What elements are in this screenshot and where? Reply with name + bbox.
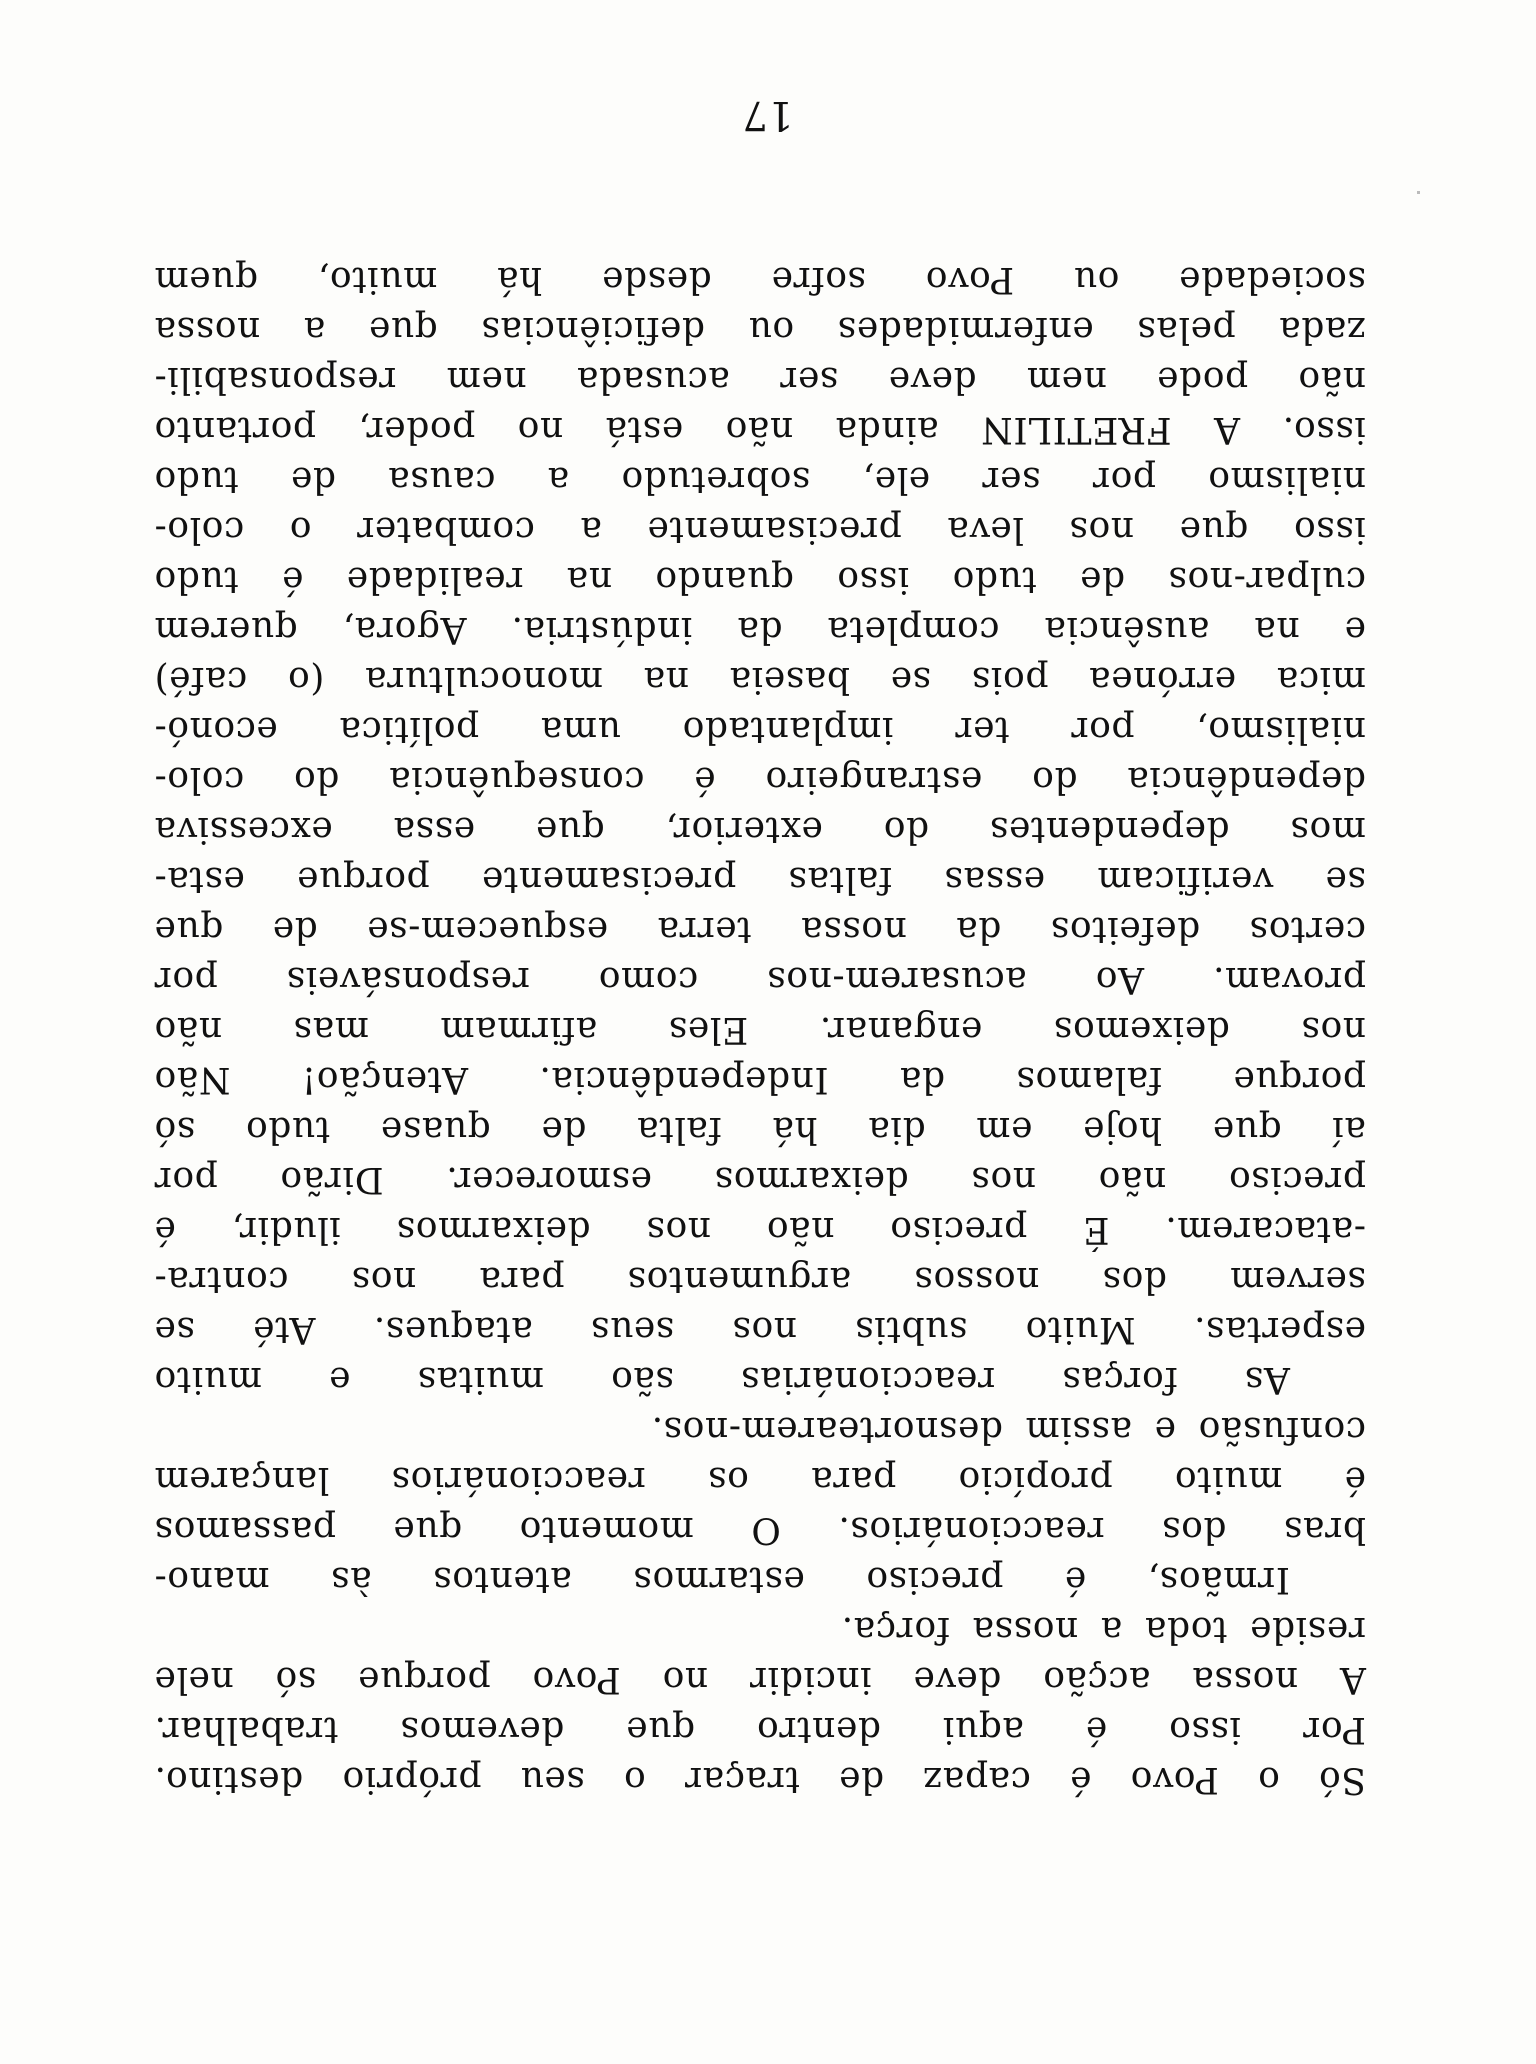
text-line: mos dependentes do exterior, que essa excessiva	[154, 809, 1366, 850]
text-line: e na ausência completa da indústria. Agora, querem	[154, 609, 1366, 650]
text-line: nos deixemos enganar. Eles afirmam mas não	[154, 1009, 1366, 1050]
text-line: nialismo por ser ele, sobretudo a causa de tudo	[154, 459, 1366, 500]
text-line: sociedade ou Povo sofre desde há muito, quem	[154, 259, 1366, 300]
text-line: zada pelas enfermidades ou deficiências que a nossa	[154, 309, 1366, 350]
body-text	[154, 254, 1366, 1804]
text-line: isso. A FRETILIN ainda não está no poder, portanto	[154, 409, 1366, 450]
page-number: 17	[742, 92, 794, 138]
text-line: se verificam essas faltas precisamente porque esta-	[154, 859, 1366, 900]
text-line: confusão e assim desnortearem-nos.	[651, 1409, 1366, 1450]
text-line: culpar-nos de tudo isso quando na realidade é tudo	[154, 559, 1366, 600]
scan-speck	[1417, 191, 1420, 194]
text-line: preciso não nos deixarmos esmorecer. Dirão por	[154, 1159, 1366, 1200]
text-line: é muito propício para os reaccionários lançarem	[154, 1459, 1366, 1500]
text-line: servem dos nossos argumentos para nos contra-	[154, 1259, 1366, 1300]
text-line: mica errónea pois se baseia na monocultura (o café)	[154, 659, 1366, 700]
text-line: As forças reaccionárias são muitas e muito	[154, 1359, 1290, 1400]
text-line: dependência do estrangeiro é consequência do colo-	[154, 759, 1366, 800]
text-line: espertas. Muito subtis nos seus ataques. Até se	[154, 1309, 1366, 1350]
text-line: Por isso é aqui dentro que devemos trabalhar.	[154, 1709, 1366, 1750]
text-line: não pode nem deve ser acusada nem responsabili-	[154, 359, 1366, 400]
text-line: Só o Povo é capaz de traçar o seu próprio destino.	[154, 1759, 1366, 1800]
text-line: A nossa acção deve incidir no Povo porque só nele	[154, 1659, 1366, 1700]
text-line: porque falamos da Independência. Atenção! Não	[154, 1059, 1366, 1100]
text-line: bras dos reaccionários. O momento que passamos	[154, 1509, 1366, 1550]
text-line: reside toda a nossa força.	[841, 1609, 1366, 1650]
text-line: isso que nos leva precisamente a combater o colo-	[154, 509, 1366, 550]
text-line: provam. Ao acusarem-nos como responsáveis por	[154, 959, 1366, 1000]
text-line: aí que hoje em dia há falta de quase tudo só	[154, 1109, 1366, 1150]
text-line: nialismo, por ter implantado uma política econó-	[154, 709, 1366, 750]
text-line: certos defeitos da nossa terra esquecem-se de que	[154, 909, 1366, 950]
text-line: Irmãos, é preciso estarmos atentos às mano-	[154, 1559, 1290, 1600]
text-line: -atacarem. É preciso não nos deixarmos iludir, é	[154, 1209, 1366, 1250]
